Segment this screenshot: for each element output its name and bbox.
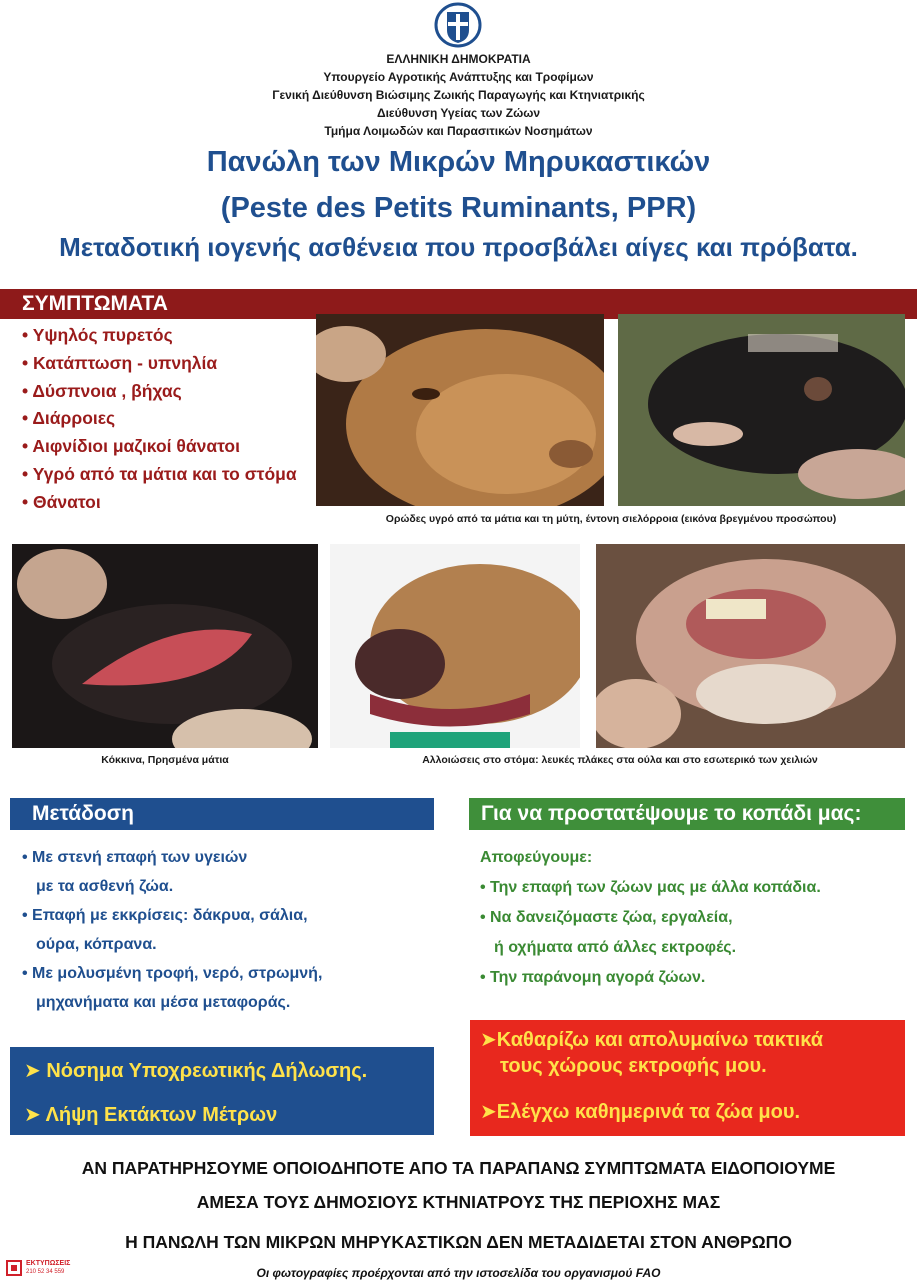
photo-goat-muzzle [330,544,580,748]
daily-check-text: Ελέγχω καθημερινά τα ζώα μου. [496,1101,801,1123]
transmission-heading: Μετάδοση [10,798,434,830]
symptom-item: • Αιφνίδιοι μαζικοί θάνατοι [22,433,297,461]
transmission-item: • Με μολυσμένη τροφή, νερό, στρωμνή, [22,959,442,988]
footer-notify-line1: ΑΝ ΠΑΡΑΤΗΡΗΣΟΥΜΕ ΟΠΟΙΟΔΗΠΟΤΕ ΑΠΟ ΤΑ ΠΑΡΑΠΑΝΩ ΣΥΜΠΤΩΜΑΤΑ ΕΙΔΟΠΟΙΟΥΜΕ [81,1158,836,1178]
notifiable-line [24,1059,367,1083]
footer-notify-line2: ΑΜΕΣΑ ΤΟΥΣ ΔΗΜΟΣΙΟΥΣ ΚΤΗΝΙΑΤΡΟΥΣ ΤΗΣ ΠΕΡΙΟΧΗΣ ΜΑΣ [196,1192,721,1212]
subtitle: Μεταδοτική ιογενής ασθένεια που προσβάλει αίγες και πρόβατα. [59,232,858,262]
arrow-icon: ➤ [480,1029,497,1051]
symptom-item: • Διάρροιες [22,405,297,433]
protect-item: • Την παράνομη αγορά ζώων. [480,963,910,993]
footer-not-human: Η ΠΑΝΩΛΗ ΤΩΝ ΜΙΚΡΩΝ ΜΗΡΥΚΑΣΤΙΚΩΝ ΔΕΝ ΜΕΤΑΔΙΔΕΤΑΙ ΣΤΟΝ ΑΝΘΡΩΠΟ [125,1232,792,1252]
photo-black-goat [618,314,905,506]
disinfect-line-cont: τους χώρους εκτροφής μου. [500,1055,767,1077]
printer-phone: 210 52 34 559 [26,1269,65,1275]
symptom-item: • Θάνατοι [22,489,297,517]
protect-list [480,843,910,993]
title-greek: Πανώλη των Μικρών Μηρυκαστικών [206,146,711,178]
disinfect-line [480,1028,823,1052]
symptom-item: • Κατάπτωση - υπνηλία [22,350,297,378]
protect-item: • Την επαφή των ζώων μας με άλλα κοπάδια. [480,873,910,903]
photo-credit: Οι φωτογραφίες προέρχονται από την ιστοσελίδα του οργανισμού FAO [256,1266,661,1280]
arrow-icon: ➤ [24,1060,47,1082]
symptom-item: • Υγρό από τα μάτια και το στόμα [22,461,297,489]
transmission-item: • Επαφή με εκκρίσεις: δάκρυα, σάλια, [22,901,442,930]
emergency-measures-text: Λήψη Εκτάκτων Μέτρων [45,1104,278,1126]
protect-item: • Να δανειζόμαστε ζώα, εργαλεία, [480,903,910,933]
transmission-item-cont: ούρα, κόπρανα. [36,936,157,953]
transmission-item-cont: μηχανήματα και μέσα μεταφοράς. [36,994,291,1011]
title-latin: (Peste des Petits Ruminants, PPR) [220,192,697,224]
symptom-list [22,322,297,517]
transmission-item-cont: με τα ασθενή ζώα. [36,878,174,895]
transmission-item: • Με στενή επαφή των υγειών [22,843,442,872]
notifiable-text: Νόσημα Υποχρεωτικής Δήλωσης. [46,1060,368,1082]
printer-name: ΕΚΤΥΠΩΣΕΙΣ [26,1260,71,1267]
arrow-icon: ➤ [480,1101,497,1123]
symptoms-heading: ΣΥΜΠΤΩΜΑΤΑ [0,289,917,319]
protect-item-cont: ή οχήματα από άλλες εκτροφές. [494,939,737,956]
notifiable-disease-box [10,1047,434,1135]
disinfect-text: Καθαρίζω και απολυμαίνω τακτικά [496,1029,823,1051]
protect-intro: Αποφεύγουμε: [480,849,593,866]
gov-line-ministry: Υπουργείο Αγροτικής Ανάπτυξης και Τροφίμων [323,70,594,84]
gov-line-directorate-general: Γενική Διεύθυνση Βιώσιμης Ζωικής Παραγωγής και Κτηνιατρικής [272,88,645,102]
printer-logo-icon [6,1260,22,1276]
hygiene-box [470,1020,905,1136]
transmission-list [22,843,442,1017]
photo-goat-discharge [316,314,604,506]
symptom-item: • Υψηλός πυρετός [22,322,297,350]
photo-red-eye [12,544,318,748]
daily-check-line [480,1100,800,1124]
protect-heading: Για να προστατέψουμε το κοπάδι μας: [469,798,905,830]
gov-line-republic: ΕΛΛΗΝΙΚΗ ΔΗΜΟΚΡΑΤΙΑ [386,52,531,66]
gov-line-department: Τμήμα Λοιμωδών και Παρασιτικών Νοσημάτων [324,124,593,138]
caption-mouth-lesions: Αλλοιώσεις στο στόμα: λευκές πλάκες στα ούλα και στο εσωτερικό των χειλιών [422,754,818,766]
caption-red-eye: Κόκκινα, Πρησμένα μάτια [101,754,229,766]
greek-emblem-icon [433,2,483,48]
symptom-item: • Δύσπνοια , βήχας [22,378,297,406]
emergency-measures-line [24,1103,277,1127]
gov-line-directorate: Διεύθυνση Υγείας των Ζώων [376,106,541,120]
photo-mouth-lesions [596,544,905,748]
caption-discharge: Ορώδες υγρό από τα μάτια και τη μύτη, έντονη σιελόρροια (εικόνα βρεγμένου προσώπου) [385,513,837,525]
arrow-icon: ➤ [24,1104,46,1126]
printer-logo [6,1258,86,1282]
